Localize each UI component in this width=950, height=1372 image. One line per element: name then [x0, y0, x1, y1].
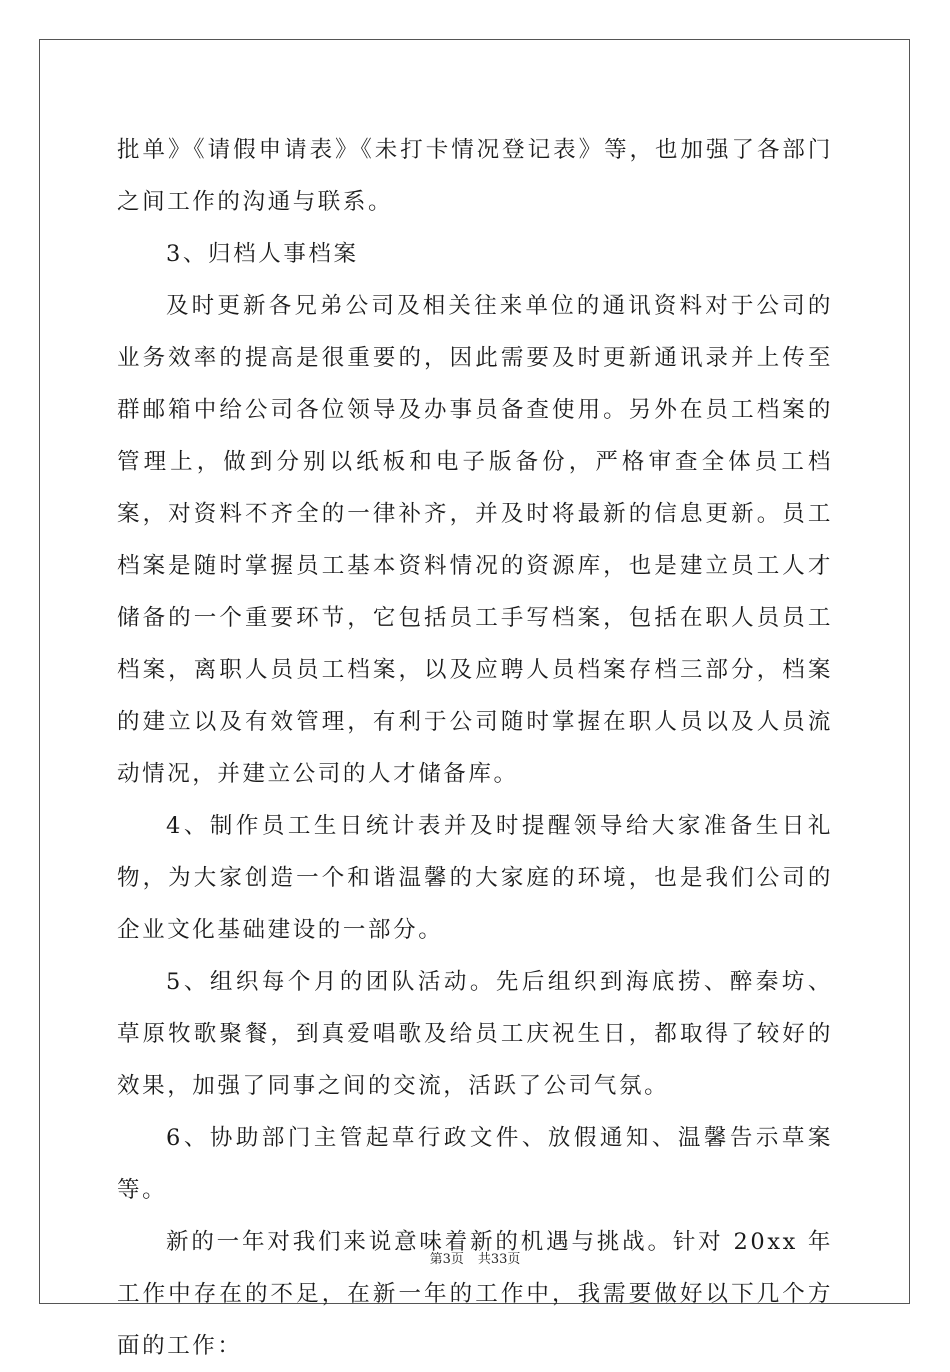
paragraph-team-activity: 5、组织每个月的团队活动。先后组织到海底捞、醉秦坊、草原牧歌聚餐，到真爱唱歌及给员工庆祝生日，都取得了较好的效果，加强了同事之间的交流，活跃了公司气氛。 — [117, 969, 833, 1099]
paragraph-archive-details: 及时更新各兄弟公司及相关往来单位的通讯资料对于公司的业务效率的提高是很重要的，因此需要及时更新通讯录并上传至群邮箱中给公司各位领导及办事员备查使用。另外在员工档案的管理上，做到分别以纸板和电子版备份，严格审查全体员工档案，对资料不齐全的一律补齐，并及时将最新的信息更新。员工档案是随时掌握员工基本资料情况的资源库，也是建立员工人才储备的一个重要环节，它包括员工手写档案，包括在职人员员工档案，离职人员员工档案，以及应聘人员档案存档三部分，档案的建立以及有效管理，有利于公司随时掌握在职人员以及人员流动情况，并建立公司的人才储备库。 — [117, 293, 833, 787]
paragraph-continuation: 批单》《请假申请表》《未打卡情况登记表》等，也加强了各部门之间工作的沟通与联系。 — [117, 137, 833, 215]
paragraph-new-year: 新的一年对我们来说意味着新的机遇与挑战。针对 20xx 年工作中存在的不足，在新一年的工作中，我需要做好以下几个方面的工作： — [117, 1229, 833, 1359]
document-body — [117, 124, 833, 1372]
paragraph-drafting: 6、协助部门主管起草行政文件、放假通知、温馨告示草案等。 — [117, 1125, 833, 1203]
paragraph-birthday: 4、制作员工生日统计表并及时提醒领导给大家准备生日礼物，为大家创造一个和谐温馨的大家庭的环境，也是我们公司的企业文化基础建设的一部分。 — [117, 813, 833, 943]
page-total: 共33页 — [477, 1252, 521, 1267]
page-footer — [0, 1248, 950, 1267]
page-number: 第3页 — [429, 1252, 464, 1267]
paragraph-heading-archive: 3、归档人事档案 — [166, 241, 359, 267]
